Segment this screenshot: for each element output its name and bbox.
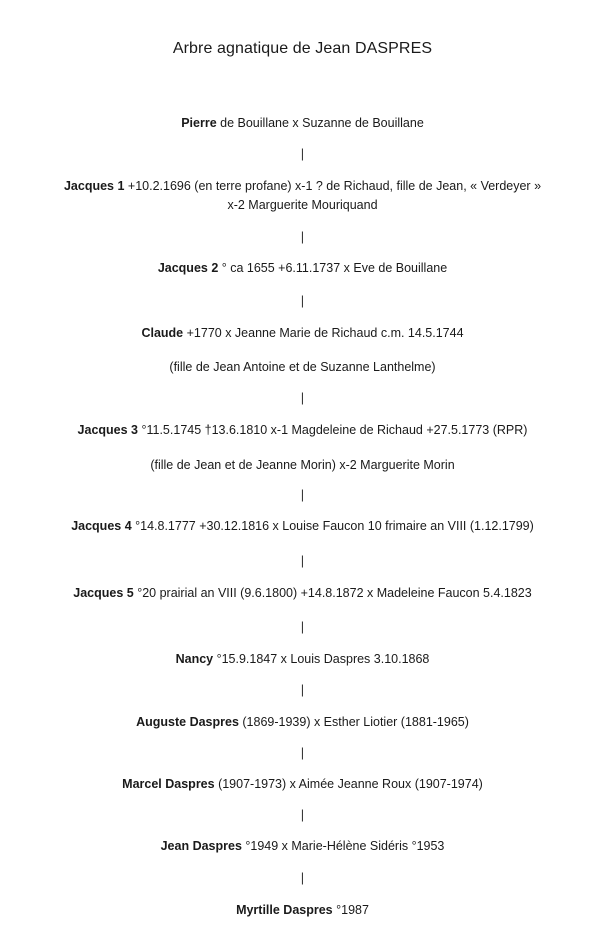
generation-myrtille-daspres (0, 902, 605, 918)
person-name: Jean Daspres (160, 839, 242, 853)
generation-jacques-4 (0, 518, 605, 534)
person-details-continued: x-2 Marguerite Mouriquand (227, 198, 378, 212)
lineage-connector: | (300, 390, 305, 405)
lineage-connector: | (300, 293, 305, 308)
person-details: °11.5.1745 †13.6.1810 x-1 Magdeleine de Richaud +27.5.1773 (RPR) (138, 423, 528, 437)
lineage-connector: | (300, 682, 305, 697)
lineage-connector: | (300, 553, 305, 568)
person-name: Jacques 4 (71, 519, 132, 533)
person-name: Marcel Daspres (122, 777, 215, 791)
person-details: de Bouillane x Suzanne de Bouillane (216, 116, 424, 130)
generation-pierre (0, 115, 605, 131)
generation-jacques-5 (0, 585, 605, 601)
page-title: Arbre agnatique de Jean DASPRES (172, 40, 433, 57)
person-name: Jacques 1 (63, 179, 125, 193)
generation-nancy (0, 651, 605, 667)
person-details: °15.9.1847 x Louis Daspres 3.10.1868 (213, 652, 430, 666)
person-details-continued: (fille de Jean Antoine et de Suzanne Lanthelme) (169, 360, 436, 374)
person-details: °1987 (332, 903, 369, 917)
person-name: Nancy (175, 652, 214, 666)
person-details: ° ca 1655 +6.11.1737 x Eve de Bouillane (218, 261, 448, 275)
generation-jacques-2 (0, 260, 605, 276)
lineage-connector: | (300, 807, 305, 822)
generation-jacques-1-continued (0, 197, 605, 213)
lineage-connector: | (300, 487, 305, 502)
generation-jacques-1 (0, 178, 605, 194)
person-details: °20 prairial an VIII (9.6.1800) +14.8.1872 x Madeleine Faucon 5.4.1823 (133, 586, 532, 600)
generation-claude (0, 325, 605, 341)
person-details: (1869-1939) x Esther Liotier (1881-1965) (238, 715, 469, 729)
lineage-connector: | (300, 146, 305, 161)
person-details: (1907-1973) x Aimée Jeanne Roux (1907-1974) (214, 777, 483, 791)
person-details: °14.8.1777 +30.12.1816 x Louise Faucon 10 frimaire an VIII (1.12.1799) (131, 519, 534, 533)
generation-auguste-daspres (0, 714, 605, 730)
generation-jacques-3-continued (0, 457, 605, 473)
generation-claude-continued (0, 359, 605, 375)
person-name: Auguste Daspres (136, 715, 239, 729)
lineage-connector: | (300, 745, 305, 760)
person-name: Claude (141, 326, 184, 340)
generation-jacques-3 (0, 422, 605, 438)
person-details-continued: (fille de Jean et de Jeanne Morin) x-2 Marguerite Morin (150, 458, 455, 472)
person-name: Myrtille Daspres (236, 903, 333, 917)
person-name: Jacques 3 (77, 423, 139, 437)
lineage-connector: | (300, 870, 305, 885)
person-details: +10.2.1696 (en terre profane) x-1 ? de Richaud, fille de Jean, « Verdeyer » (124, 179, 542, 193)
person-details: +1770 x Jeanne Marie de Richaud c.m. 14.5.1744 (183, 326, 464, 340)
person-details: °1949 x Marie-Hélène Sidéris °1953 (241, 839, 445, 853)
generation-marcel-daspres (0, 776, 605, 792)
person-name: Pierre (181, 116, 217, 130)
lineage-connector: | (300, 619, 305, 634)
generation-jean-daspres (0, 838, 605, 854)
person-name: Jacques 2 (157, 261, 219, 275)
person-name: Jacques 5 (73, 586, 134, 600)
lineage-connector: | (300, 229, 305, 244)
